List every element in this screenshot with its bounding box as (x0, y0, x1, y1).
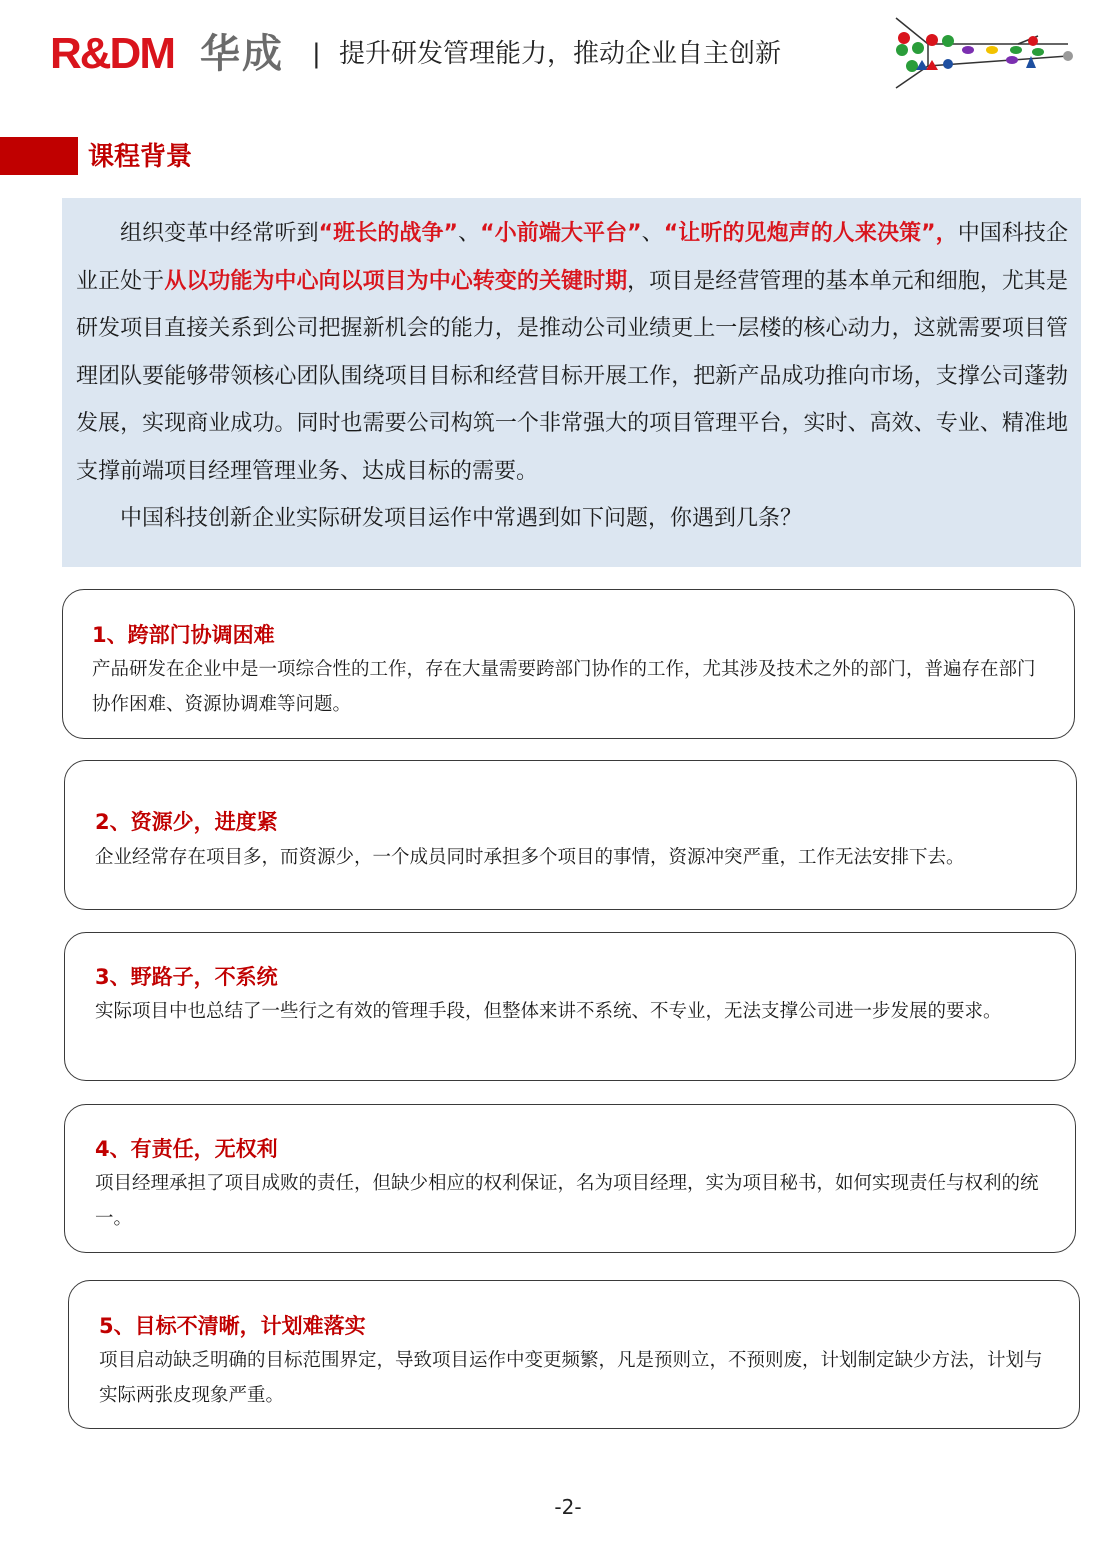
problem-title: 2、资源少，进度紧 (95, 810, 278, 834)
text-run: 中国科技企业正处于 (76, 221, 1068, 294)
problem-title: 3、野路子，不系统 (95, 965, 278, 989)
company-logo-text: 华成 (200, 31, 284, 77)
text-run: ，项目是经营管理的基本单元和细胞，尤其是研发项目直接关系到公司把握新机会的能力，是推动公司业绩更上一层楼的核心动力，这就需要项目管理团队要能够带领核心团队围绕项目目标和经营目标开展工作，把新产品成功推向市场，支撑公司蓬勃发展，实现商业成功。同时也需要公司构筑一个非常强大的项目管理平台，实时、高效、专业、精准地支撑前端项目经理管理业务、达成目标的需要。 (76, 268, 1068, 484)
problem-title: 5、目标不清晰，计划难落实 (99, 1314, 366, 1338)
problem-description: 企业经常存在项目多，而资源少，一个成员同时承担多个项目的事情，资源冲突严重，工作无法安排下去。 (95, 847, 965, 868)
highlight-quote: “小前端大平台” (480, 221, 642, 246)
background-paragraph-1 (76, 210, 1068, 495)
molecule-logo-icon (888, 14, 1078, 94)
header-slogan (312, 36, 781, 72)
highlight-phrase: 从以功能为中心向以项目为中心转变的关键时期 (164, 268, 628, 294)
text-run: 、 (641, 221, 664, 246)
header-divider: | (312, 39, 321, 69)
rdm-logo: R&DM (50, 29, 174, 78)
highlight-quote: “班长的战争” (318, 221, 459, 246)
text-run: 组织变革中经常听到 (120, 221, 319, 246)
page-header (0, 0, 1100, 110)
problem-description: 项目启动缺乏明确的目标范围界定，导致项目运作中变更频繁，凡是预则立，不预则废，计划制定缺少方法，计划与实际两张皮现象严重。 (99, 1350, 1043, 1406)
section-marker (0, 137, 78, 175)
section-title: 课程背景 (88, 142, 193, 172)
problem-description: 项目经理承担了项目成败的责任，但缺少相应的权利保证，名为项目经理，实为项目秘书，如何实现责任与权利的统一。 (95, 1173, 1039, 1229)
page-number: -2- (554, 1495, 582, 1519)
background-text (76, 210, 1068, 543)
problem-title: 4、有责任，无权利 (95, 1137, 278, 1161)
highlight-quote: “让听的见炮声的人来决策”， (663, 221, 958, 246)
problem-title: 1、跨部门协调困难 (92, 623, 275, 647)
problem-description: 产品研发在企业中是一项综合性的工作，存在大量需要跨部门协作的工作，尤其涉及技术之外的部门，普遍存在部门协作困难、资源协调难等问题。 (92, 659, 1036, 715)
text-run: 、 (458, 221, 481, 246)
slogan-text: 提升研发管理能力，推动企业自主创新 (339, 39, 782, 69)
background-paragraph-2: 中国科技创新企业实际研发项目运作中常遇到如下问题，你遇到几条？ (120, 506, 803, 531)
problem-description: 实际项目中也总结了一些行之有效的管理手段，但整体来讲不系统、不专业，无法支撑公司进一步发展的要求。 (95, 1001, 1002, 1022)
